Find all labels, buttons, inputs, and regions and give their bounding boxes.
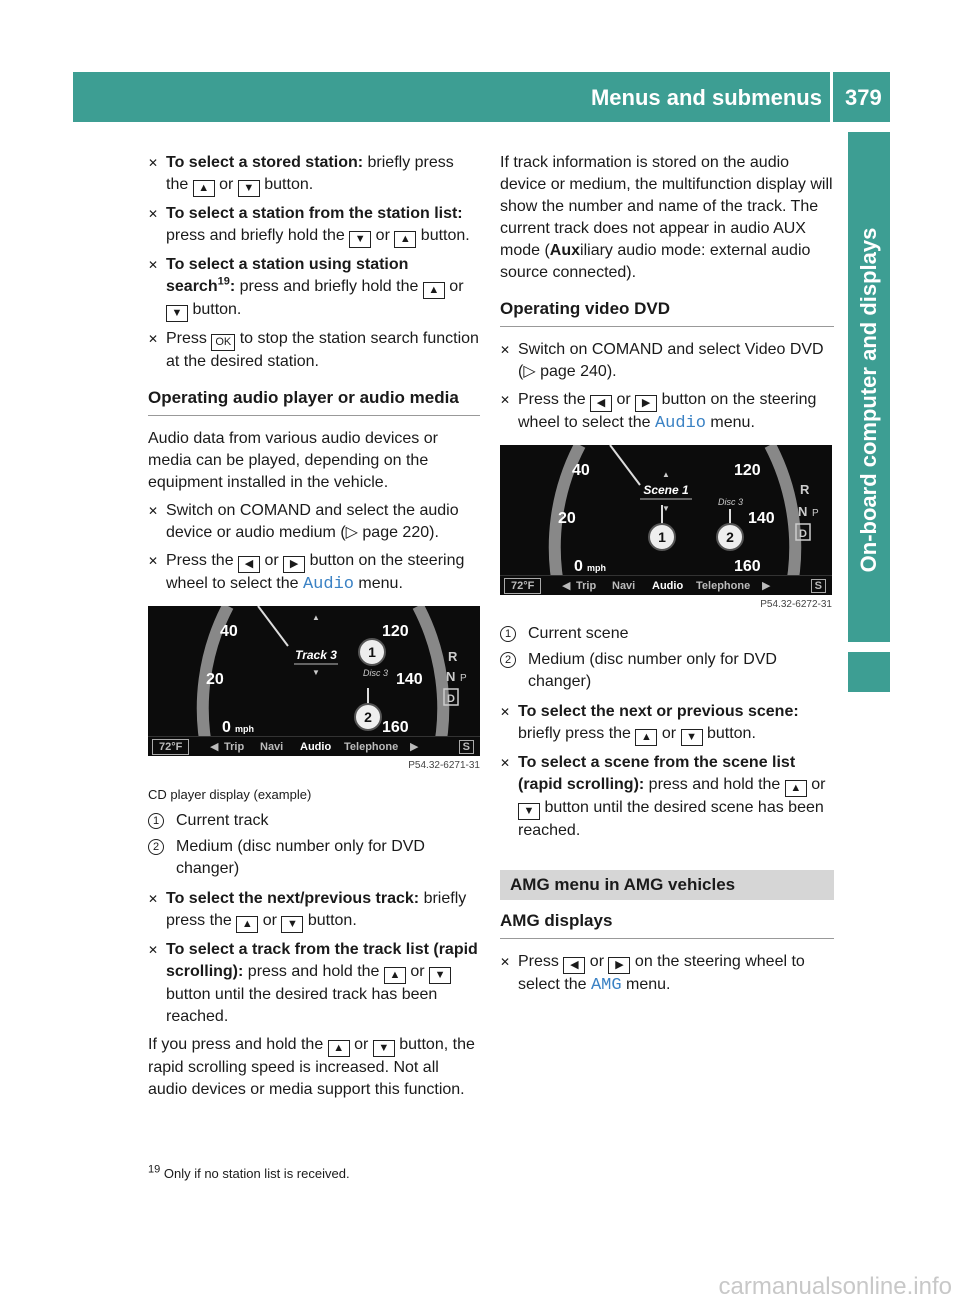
speed-label: 160 [734,558,761,575]
ok-key-icon: OK [211,334,235,351]
right-column [500,152,834,1003]
instrument-cluster-graphic [148,606,480,756]
dvd-player-display [500,445,832,615]
callout-number-icon: 1 [500,626,516,642]
step-station-search [148,254,480,322]
step-bold: To select a stored station: [166,154,364,171]
step-text: or [258,912,282,929]
speed-label: 20 [206,671,224,688]
step-text: button. [702,725,756,742]
step-arrow-icon: ✕ [500,343,511,357]
step-arrow-icon: ✕ [500,393,511,407]
speed-label: 120 [734,462,761,479]
callout-number-icon: 2 [500,652,516,668]
menu-item-audio: Audio [300,741,332,753]
menu-left-arrow-icon: ◀ [210,741,219,753]
temperature-readout: 72°F [152,739,189,755]
step-bold: To select the next/previous track: [166,890,420,907]
menu-right-arrow-icon: ▶ [410,741,419,753]
step-bold: To select a station from the station list: [166,205,463,222]
step-select-audio-menu [148,550,480,596]
up-key-icon: ▲ [328,1040,350,1057]
step-text: briefly press the [518,725,636,742]
gear-label: R [448,649,458,664]
step-switch-on-comand [148,500,480,544]
step-text: Press [166,330,212,347]
legend-item [500,649,834,693]
menu-item-trip: Trip [224,741,245,753]
step-text: Press the [518,391,591,408]
speed-label: 140 [748,510,775,527]
down-key-icon: ▼ [166,305,188,322]
step-track-from-list [148,939,480,1028]
current-scene-label: Scene 1 [643,483,689,497]
gear-label: P [812,508,819,519]
step-text: button. [303,912,357,929]
page-number: 379 [845,85,882,110]
paragraph [148,1034,480,1101]
legend-item [148,836,480,880]
step-text: press and briefly hold the [235,278,423,295]
speed-label: 40 [220,623,238,640]
up-arrow-icon: ▲ [312,613,320,622]
step-text: press and hold the [644,776,785,793]
figure-reference: P54.32-6271-31 [148,756,480,776]
step-arrow-icon: ✕ [148,943,159,957]
step-press-ok [148,328,480,373]
header-divider [830,72,833,122]
menu-item-audio: Audio [652,580,684,592]
step-text: Switch on COMAND and select the audio device or audio medium ( [166,502,459,541]
gear-label: R [800,482,810,497]
callout-number: 1 [368,644,376,660]
gear-label: N [798,504,808,519]
side-tab-label: On-board computer and displays [856,227,881,573]
step-bold: To select the next or previous scene: [518,703,799,720]
cd-player-display [148,606,480,776]
menu-name: Audio [302,575,354,594]
right-key-icon: ▶ [608,957,630,974]
left-key-icon: ◀ [563,957,585,974]
para-text: or [349,1036,373,1053]
down-key-icon: ▼ [281,916,303,933]
down-key-icon: ▼ [238,180,260,197]
step-text: briefly press the [166,890,467,929]
footnote [148,1165,350,1183]
para-text: iliary audio mode: external audio source connected). [500,242,811,281]
para-bold: Aux [549,242,581,259]
para-text: button, the rapid scrolling speed is increased. Not all audio devices or media support this function. [148,1036,475,1098]
step-arrow-icon: ✕ [500,955,511,969]
step-text: button until the desired track has been reached. [166,986,438,1025]
step-text: press and hold the [243,963,384,980]
legend-text: Current track [176,812,269,829]
section-heading: Operating audio player or audio media [148,387,480,416]
display-menu-bar [148,736,480,756]
step-select-stored-station [148,152,480,197]
step-text: button on the steering wheel to select the [166,552,465,592]
up-key-icon: ▲ [384,967,406,984]
step-text: or [612,391,636,408]
gear-label: D [799,528,807,540]
step-text: ). [606,363,617,380]
step-text: or [371,227,395,244]
footnote-number: 19 [148,1163,161,1176]
display-menu-bar [500,575,832,595]
up-key-icon: ▲ [394,231,416,248]
instrument-cluster-graphic [500,445,832,595]
page-reference: ▷ page 220 [345,524,430,541]
step-next-previous-track [148,888,480,933]
step-text: menu. [621,976,671,993]
callout-number: 2 [726,529,734,545]
down-key-icon: ▼ [518,803,540,820]
gear-label: D [447,693,455,705]
step-text: button. [259,176,314,193]
step-arrow-icon: ✕ [148,332,159,346]
para-text: If track information is stored on the audio device or medium, the multifunction display will show the number and name of the track. The current track does not appear in audio AUX mode ( [500,154,833,259]
footnote-text: Only if no station list is received. [160,1166,350,1181]
step-scene-from-list [500,752,834,842]
step-text: Switch on COMAND and select Video DVD ( [518,341,824,380]
step-text: briefly press the [166,154,454,193]
step-text: or [214,176,238,193]
step-arrow-icon: ✕ [148,156,159,170]
step-text: press and briefly hold the [166,227,350,244]
step-text: button. [188,301,242,318]
step-select-audio-menu [500,389,834,435]
section-heading: AMG displays [500,910,834,939]
paragraph: Audio data from various audio devices or media can be played, depending on the equipment installed in the vehicle. [148,430,438,491]
para-text: If you press and hold the [148,1036,328,1053]
menu-item-navi: Navi [612,580,636,592]
menu-name: Audio [654,414,706,433]
speed-unit: mph [235,724,254,734]
side-tab-square [848,652,890,692]
up-arrow-icon: ▲ [662,470,670,479]
menu-right-arrow-icon: ▶ [762,580,771,592]
left-key-icon: ◀ [238,556,260,573]
step-text: on the steering wheel to select the [518,953,805,993]
step-text: or [657,725,681,742]
speed-label: 0 [222,719,231,736]
step-arrow-icon: ✕ [148,207,159,221]
left-key-icon: ◀ [590,395,612,412]
step-text: menu. [705,414,755,431]
figure-reference: P54.32-6272-31 [500,595,832,615]
speed-label: 140 [396,671,423,688]
step-arrow-icon: ✕ [148,504,159,518]
speed-label: 160 [382,719,409,736]
step-bold: To select a station using station search [166,256,409,295]
step-text: or [405,963,430,980]
right-key-icon: ▶ [635,395,657,412]
down-arrow-icon: ▼ [662,504,670,513]
disc-label: Disc 3 [363,668,389,678]
up-key-icon: ▲ [635,729,657,746]
step-text: button on the steering wheel to select the [518,391,817,431]
callout-number-icon: 1 [148,813,164,829]
step-next-previous-scene [500,701,834,746]
callout-number: 2 [364,709,372,725]
gray-section-heading: AMG menu in AMG vehicles [500,870,834,900]
down-key-icon: ▼ [349,231,371,248]
step-text: or [444,278,464,295]
step-text: or [585,953,609,970]
step-switch-on-video-dvd [500,339,834,383]
step-select-amg-menu [500,951,834,997]
s-indicator: S [811,579,826,593]
speed-label: 20 [558,510,576,527]
down-key-icon: ▼ [373,1040,395,1057]
menu-left-arrow-icon: ◀ [562,580,571,592]
page-reference: ▷ page 240 [523,363,607,380]
down-key-icon: ▼ [681,729,703,746]
callout-number: 1 [658,529,666,545]
gear-label: P [460,673,467,684]
paragraph [500,152,834,284]
step-text: ). [429,524,439,541]
step-text: Press [518,953,564,970]
step-arrow-icon: ✕ [500,705,511,719]
down-arrow-icon: ▼ [312,668,320,677]
left-column [148,152,480,1107]
step-bold: To select a scene from the scene list (rapid scrolling): [518,754,796,793]
legend-text: Medium (disc number only for DVD changer) [528,651,777,690]
step-text: button. [416,227,470,244]
up-key-icon: ▲ [785,780,807,797]
step-arrow-icon: ✕ [148,554,159,568]
up-key-icon: ▲ [423,282,445,299]
step-bold: To select a track from the track list (rapid scrolling): [166,941,478,980]
step-text: menu. [353,575,403,592]
step-arrow-icon: ✕ [148,258,159,272]
up-key-icon: ▲ [236,916,258,933]
down-key-icon: ▼ [429,967,451,984]
menu-item-telephone: Telephone [696,580,751,592]
legend-text: Medium (disc number only for DVD changer) [176,838,425,877]
step-text: Press the [166,552,239,569]
step-bold: : [229,278,236,295]
legend-item [148,810,480,832]
step-arrow-icon: ✕ [500,756,511,770]
temperature-readout: 72°F [504,578,541,594]
speed-unit: mph [587,563,606,573]
s-indicator: S [459,740,474,754]
gear-label: N [446,669,456,684]
watermark: carmanualsonline.info [718,1273,952,1300]
menu-name: AMG [590,976,622,995]
up-key-icon: ▲ [193,180,215,197]
step-select-from-list [148,203,480,248]
right-key-icon: ▶ [283,556,305,573]
figure-caption: CD player display (example) [148,787,312,802]
menu-item-telephone: Telephone [344,741,399,753]
current-track-label: Track 3 [295,648,337,662]
legend-text: Current scene [528,625,629,642]
footnote-ref: 19 [217,275,230,288]
step-arrow-icon: ✕ [148,892,159,906]
disc-label: Disc 3 [718,497,744,507]
step-text: to stop the station search function at the desired station. [166,330,479,370]
speed-label: 120 [382,623,409,640]
callout-number-icon: 2 [148,839,164,855]
menu-item-trip: Trip [576,580,597,592]
step-text: or [806,776,826,793]
page-title: Menus and submenus [590,85,822,110]
legend-item [500,623,834,645]
speed-label: 0 [574,558,583,575]
menu-item-navi: Navi [260,741,284,753]
speed-label: 40 [572,462,590,479]
step-text: button until the desired scene has been reached. [518,799,824,839]
section-heading: Operating video DVD [500,298,834,327]
step-text: or [260,552,284,569]
